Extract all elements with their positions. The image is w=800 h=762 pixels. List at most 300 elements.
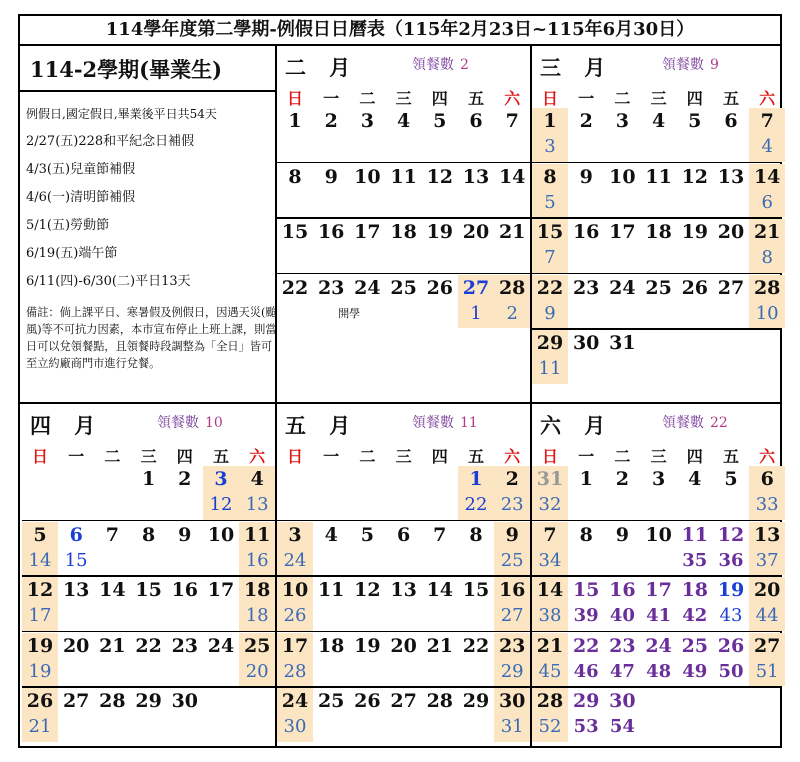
- meal-counter: 29: [500, 660, 524, 682]
- day-cell: [494, 633, 530, 687]
- day-number: 22: [281, 276, 309, 299]
- meal-counter: 40: [609, 605, 635, 626]
- day-number: 2: [505, 468, 519, 490]
- day-number: 26: [426, 276, 454, 299]
- day-number: 16: [572, 221, 600, 243]
- day-number: 2: [579, 110, 593, 132]
- meal-counter: 2: [506, 302, 518, 324]
- day-number: 27: [753, 634, 781, 657]
- weekday-header: 日: [31, 447, 48, 466]
- day-cell: [422, 633, 458, 687]
- day-number: 10: [645, 523, 672, 546]
- day-cell: [277, 219, 313, 273]
- weekday-header: 一: [68, 447, 85, 466]
- meal-counter: 1: [470, 302, 482, 324]
- meal-counter: 19: [28, 660, 52, 682]
- weekday-header: 二: [104, 447, 121, 466]
- day-number: 26: [354, 690, 381, 712]
- day-cell: [422, 108, 458, 162]
- day-cell: [641, 164, 677, 218]
- day-cell: [313, 688, 349, 742]
- day-cell: [349, 108, 385, 162]
- day-cell: [167, 522, 203, 576]
- day-cell: [458, 275, 494, 329]
- day-number: 5: [688, 110, 702, 132]
- day-cell: [713, 219, 749, 273]
- day-number: 16: [171, 579, 199, 601]
- weekday-header: 六: [759, 89, 776, 108]
- day-number: 21: [426, 634, 454, 657]
- month-title: 三 月: [540, 55, 614, 80]
- day-number: 18: [645, 221, 672, 243]
- day-cell: [422, 219, 458, 273]
- day-cell: [313, 164, 349, 218]
- day-cell: [458, 577, 494, 631]
- day-cell: [677, 577, 713, 631]
- day-number: 26: [681, 276, 709, 299]
- day-number: 14: [536, 579, 564, 601]
- day-cell: [58, 633, 94, 687]
- day-number: 4: [396, 110, 411, 132]
- day-number: 24: [645, 634, 672, 657]
- day-number: 12: [26, 579, 54, 601]
- day-number: 5: [724, 468, 738, 490]
- day-number: 27: [390, 690, 417, 712]
- day-number: 17: [645, 579, 672, 601]
- day-number: 18: [390, 221, 417, 243]
- day-number: 1: [469, 468, 483, 490]
- day-cell: [422, 275, 458, 329]
- day-number: 13: [462, 165, 490, 188]
- day-cell: [239, 577, 275, 631]
- day-cell: [749, 633, 785, 687]
- meal-counter: 44: [755, 605, 779, 626]
- day-cell: [604, 219, 640, 273]
- day-cell: [677, 633, 713, 687]
- day-number: 22: [536, 276, 564, 299]
- meal-counter: 30: [283, 716, 307, 737]
- day-number: 3: [288, 523, 302, 546]
- day-cell: [22, 688, 58, 742]
- day-number: 1: [288, 110, 302, 132]
- day-cell: [568, 164, 604, 218]
- meal-counter: 16: [245, 549, 269, 571]
- meal-counter: 7: [544, 247, 556, 268]
- day-number: 14: [753, 165, 781, 188]
- meal-counter: 53: [573, 716, 599, 737]
- month-panel-mar: [532, 46, 780, 402]
- day-number: 17: [609, 221, 636, 243]
- day-cell: [313, 522, 349, 576]
- month-panel-jun: [532, 404, 780, 746]
- day-cell: [532, 688, 568, 742]
- meal-counter: 27: [500, 605, 524, 626]
- meal-counter: 25: [500, 549, 524, 571]
- day-number: 21: [99, 634, 126, 657]
- weekday-header: 二: [359, 89, 376, 108]
- day-number: 15: [135, 579, 162, 601]
- holiday-item: 2/27(五)228和平紀念日補假: [26, 134, 195, 149]
- meal-counter: 37: [755, 549, 779, 571]
- day-number: 30: [498, 690, 526, 712]
- weekday-header: 三: [395, 89, 412, 108]
- day-cell: [532, 466, 568, 520]
- day-number: 5: [433, 110, 447, 132]
- meal-count: [412, 412, 478, 432]
- meal-counter: 13: [245, 494, 269, 515]
- day-number: 19: [354, 634, 381, 657]
- meal-counter: 50: [718, 660, 744, 682]
- day-number: 20: [717, 221, 745, 243]
- meal-count-value: 22: [710, 415, 728, 431]
- day-cell: [458, 219, 494, 273]
- meal-counter: 20: [245, 660, 269, 682]
- day-cell: [349, 275, 385, 329]
- day-cell: [568, 633, 604, 687]
- day-cell: [386, 164, 422, 218]
- day-cell: [277, 275, 313, 329]
- day-number: 4: [688, 468, 702, 490]
- day-number: 6: [760, 468, 774, 490]
- day-cell: [713, 466, 749, 520]
- day-number: 9: [505, 523, 519, 546]
- month-title: 五 月: [285, 413, 359, 438]
- day-number: 18: [317, 634, 345, 657]
- weekday-header: 一: [323, 89, 340, 108]
- meal-count: [662, 54, 719, 74]
- day-cell: [203, 522, 239, 576]
- meal-counter: 22: [464, 494, 488, 515]
- meal-count-value: 9: [710, 57, 719, 73]
- meal-counter: 5: [544, 191, 556, 213]
- day-number: 27: [62, 690, 90, 712]
- holiday-item: 5/1(五)勞動節: [26, 218, 110, 233]
- day-cell: [641, 466, 677, 520]
- day-cell: [604, 466, 640, 520]
- day-cell: [422, 577, 458, 631]
- day-number: 15: [572, 579, 600, 601]
- day-cell: [22, 577, 58, 631]
- day-number: 30: [572, 332, 600, 354]
- day-cell: [94, 688, 130, 742]
- day-number: 3: [214, 468, 228, 490]
- weekday-header: 一: [323, 447, 340, 466]
- meal-counter: 38: [538, 605, 562, 626]
- day-number: 10: [281, 579, 309, 601]
- meal-counter: 45: [538, 660, 562, 682]
- meal-counter: 39: [573, 605, 599, 626]
- page-title: 114學年度第二學期-例假日日曆表（115年2月23日~115年6月30日）: [20, 16, 780, 46]
- holiday-item: 4/6(一)清明節補假: [26, 190, 136, 205]
- holiday-item: 6/19(五)端午節: [26, 246, 118, 261]
- day-number: 24: [281, 690, 309, 712]
- weekday-header: 五: [212, 447, 229, 466]
- day-number: 3: [651, 468, 666, 490]
- day-number: 25: [645, 276, 672, 299]
- day-cell: [277, 164, 313, 218]
- day-number: 1: [543, 110, 557, 132]
- day-number: 6: [396, 523, 411, 546]
- day-cell: [131, 633, 167, 687]
- day-cell: [713, 522, 749, 576]
- day-number: 15: [462, 579, 490, 601]
- day-cell: [604, 164, 640, 218]
- info-divider: [20, 90, 275, 92]
- weekday-header: 三: [395, 447, 412, 466]
- day-number: 15: [536, 221, 564, 243]
- day-cell: [568, 330, 604, 384]
- holiday-summary: 例假日,國定假日,畢業後平日共54天: [26, 107, 217, 121]
- day-cell: [313, 219, 349, 273]
- day-number: 2: [178, 468, 192, 490]
- day-cell: [568, 108, 604, 162]
- day-number: 18: [681, 579, 709, 601]
- day-number: 12: [354, 579, 381, 601]
- day-number: 13: [390, 579, 417, 601]
- day-cell: [277, 522, 313, 576]
- day-cell: [494, 466, 530, 520]
- weekday-header: 六: [504, 89, 521, 108]
- meal-counter: 11: [538, 358, 562, 379]
- meal-counter: 8: [761, 247, 773, 268]
- day-number: 23: [609, 634, 636, 657]
- day-cell: [494, 108, 530, 162]
- meal-counter: 18: [245, 605, 269, 626]
- remark-note: 備註：倘上課平日、寒暑假及例假日，因遇天災(颱風)等不可抗力因素，本市宣布停止上班上課，則當日可以兌領餐點，且領餐時段調整為「全日」皆可至立約廠商門市進行兌餐。: [26, 306, 277, 370]
- weekday-header: 六: [504, 447, 521, 466]
- day-number: 25: [681, 634, 709, 657]
- day-cell: [458, 164, 494, 218]
- day-cell: [131, 577, 167, 631]
- day-number: 28: [498, 276, 526, 299]
- weekday-header: 三: [650, 89, 667, 108]
- day-cell: [713, 275, 749, 329]
- day-cell: [277, 108, 313, 162]
- day-number: 7: [105, 523, 119, 546]
- day-number: 29: [536, 332, 564, 354]
- day-cell: [386, 577, 422, 631]
- day-number: 25: [243, 634, 271, 657]
- day-cell: [568, 219, 604, 273]
- day-number: 29: [135, 690, 162, 712]
- meal-counter: 15: [64, 549, 88, 571]
- meal-counter: 9: [544, 302, 556, 324]
- meal-counter: 32: [538, 494, 562, 515]
- day-cell: [494, 522, 530, 576]
- day-cell: [532, 633, 568, 687]
- meal-count-label: 領餐數: [662, 57, 704, 73]
- meal-counter: 26: [283, 605, 307, 626]
- meal-counter: 43: [719, 605, 743, 626]
- meal-counter: 21: [28, 716, 52, 737]
- meal-counter: 33: [755, 494, 779, 515]
- day-number: 16: [317, 221, 345, 243]
- day-cell: [532, 108, 568, 162]
- weekday-header: 日: [541, 447, 558, 466]
- meal-counter: 10: [755, 302, 779, 324]
- meal-counter: 24: [283, 549, 307, 571]
- weekday-header: 日: [286, 89, 303, 108]
- day-cell: [386, 275, 422, 329]
- meal-counter: 4: [761, 136, 773, 157]
- day-cell: [313, 633, 349, 687]
- day-cell: [641, 522, 677, 576]
- day-cell: [532, 577, 568, 631]
- meal-count-label: 領餐數: [662, 415, 704, 431]
- meal-counter: 12: [209, 494, 233, 515]
- day-cell: [568, 275, 604, 329]
- day-number: 24: [609, 276, 636, 299]
- meal-counter: 41: [646, 605, 672, 626]
- month-title: 四 月: [30, 413, 104, 438]
- day-number: 23: [317, 276, 345, 299]
- day-cell: [349, 688, 385, 742]
- day-cell: [713, 108, 749, 162]
- day-number: 1: [141, 468, 156, 490]
- day-number: 25: [317, 690, 345, 712]
- day-number: 8: [543, 165, 557, 188]
- day-cell: [349, 522, 385, 576]
- day-number: 30: [609, 690, 636, 712]
- day-number: 7: [433, 523, 447, 546]
- weekday-header: 日: [541, 89, 558, 108]
- day-cell: [749, 522, 785, 576]
- meal-counter: 54: [609, 716, 635, 737]
- weekday-header: 五: [722, 89, 739, 108]
- day-number: 11: [243, 523, 271, 546]
- day-number: 8: [469, 523, 483, 546]
- meal-counter: 31: [500, 716, 524, 737]
- day-cell: [604, 577, 640, 631]
- meal-counter: 49: [682, 660, 708, 682]
- weekday-header: 六: [249, 447, 266, 466]
- day-number: 12: [681, 165, 709, 188]
- day-number: 4: [324, 523, 338, 546]
- day-number: 4: [250, 468, 264, 490]
- day-cell: [604, 330, 640, 384]
- day-number: 24: [354, 276, 381, 299]
- day-cell: [386, 633, 422, 687]
- day-cell: [641, 577, 677, 631]
- meal-counter: 3: [544, 136, 556, 157]
- meal-counter: 17: [28, 605, 52, 626]
- day-number: 12: [717, 523, 745, 546]
- day-cell: [422, 688, 458, 742]
- day-cell: [58, 522, 94, 576]
- day-cell: [749, 466, 785, 520]
- day-number: 11: [390, 165, 417, 188]
- day-cell: [749, 108, 785, 162]
- day-number: 11: [681, 523, 709, 546]
- day-cell: [532, 219, 568, 273]
- day-number: 13: [717, 165, 745, 188]
- day-cell: [568, 466, 604, 520]
- month-panel-apr: [22, 404, 275, 746]
- day-number: 21: [753, 221, 781, 243]
- day-cell: [386, 688, 422, 742]
- day-cell: [277, 633, 313, 687]
- day-number: 7: [760, 110, 774, 132]
- day-cell: [458, 688, 494, 742]
- day-cell: [604, 688, 640, 742]
- day-number: 20: [62, 634, 90, 657]
- day-cell: [568, 522, 604, 576]
- day-cell: [458, 466, 494, 520]
- day-number: 3: [615, 110, 629, 132]
- day-cell: [277, 688, 313, 742]
- weekday-header: 四: [686, 447, 703, 466]
- day-number: 14: [498, 165, 526, 188]
- day-cell: [494, 164, 530, 218]
- day-note: 開學: [338, 306, 361, 320]
- day-cell: [641, 219, 677, 273]
- day-cell: [313, 108, 349, 162]
- day-cell: [58, 688, 94, 742]
- day-number: 6: [469, 110, 483, 132]
- day-number: 17: [207, 579, 235, 601]
- day-cell: [349, 219, 385, 273]
- day-number: 10: [609, 165, 636, 188]
- day-cell: [313, 577, 349, 631]
- day-cell: [131, 466, 167, 520]
- meal-counter: 51: [755, 660, 779, 682]
- weekday-header: 一: [578, 89, 595, 108]
- month-title: 六 月: [540, 413, 614, 438]
- day-cell: [532, 275, 568, 329]
- day-number: 19: [26, 634, 54, 657]
- day-number: 16: [609, 579, 636, 601]
- day-number: 7: [543, 523, 557, 546]
- day-cell: [131, 522, 167, 576]
- day-cell: [386, 522, 422, 576]
- day-cell: [677, 522, 713, 576]
- weekday-header: 一: [578, 447, 595, 466]
- day-number: 14: [99, 579, 126, 601]
- day-number: 21: [536, 634, 564, 657]
- weekday-header: 三: [650, 447, 667, 466]
- calendar-frame: [18, 14, 782, 748]
- day-cell: [604, 108, 640, 162]
- day-cell: [604, 275, 640, 329]
- day-number: 19: [426, 221, 454, 243]
- day-cell: [349, 164, 385, 218]
- day-cell: [277, 577, 313, 631]
- day-cell: [167, 466, 203, 520]
- meal-counter: 42: [682, 605, 708, 626]
- day-number: 6: [724, 110, 738, 132]
- day-number: 8: [579, 523, 593, 546]
- day-number: 23: [572, 276, 600, 299]
- holiday-item: 4/3(五)兒童節補假: [26, 162, 136, 177]
- day-number: 9: [579, 165, 593, 188]
- day-number: 2: [324, 110, 338, 132]
- day-cell: [239, 633, 275, 687]
- day-cell: [677, 108, 713, 162]
- day-number: 15: [281, 221, 309, 243]
- weekday-header: 五: [722, 447, 739, 466]
- day-number: 31: [609, 332, 636, 354]
- day-cell: [349, 633, 385, 687]
- day-cell: [677, 275, 713, 329]
- day-number: 9: [324, 165, 338, 188]
- day-cell: [677, 219, 713, 273]
- day-cell: [713, 633, 749, 687]
- weekday-header: 五: [467, 447, 484, 466]
- meal-counter: 47: [609, 660, 635, 682]
- day-cell: [167, 577, 203, 631]
- meal-count-value: 11: [460, 415, 478, 431]
- day-number: 28: [426, 690, 454, 712]
